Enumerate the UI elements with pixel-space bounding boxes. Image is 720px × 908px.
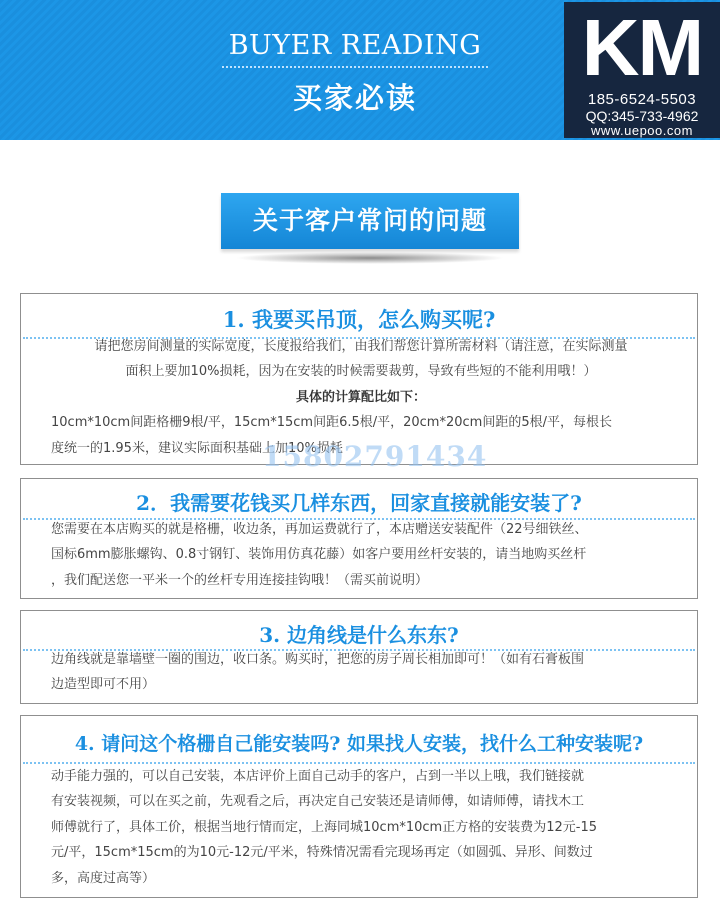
faq-question: 3. 边角线是什么东东? (259, 623, 459, 647)
faq-card-2 (20, 478, 698, 599)
faq-answer-line: 元/平，15cm*15cm的为10元-12元/平米，特殊情况需看完现场再定（如圆弧、异形、间数过 (51, 845, 593, 860)
faq-answer-line: 动手能力强的，可以自己安装，本店评价上面自己动手的客户，占到一半以上哦，我们链接就 (51, 769, 585, 784)
logo-website: www.uepoo.com (591, 123, 693, 138)
faq-calc-line: 度统一的1.95米，建议实际面积基础上加10%损耗 (51, 441, 343, 456)
faq-answer-line: 面积上要加10%损耗，因为在安装的时候需要裁剪，导致有些短的不能利用哦！） (125, 364, 597, 379)
faq-answer-line: 边造型即可不用） (51, 677, 156, 692)
section-title: 关于客户常问的问题 (252, 206, 487, 235)
banner-shadow (235, 252, 505, 264)
faq-question: 2．我需要花钱买几样东西，回家直接就能安装了? (136, 491, 582, 515)
faq-answer-line: 有安装视频，可以在买之前，先观看之后，再决定自己安装还是请师傅，如请师傅，请找木工 (51, 794, 585, 809)
phone-watermark: 15802791434 (262, 440, 488, 473)
logo-brand: KM (581, 3, 703, 92)
faq-answer-line: ，我们配送您一平米一个的丝杆专用连接挂钩哦！（需买前说明） (51, 573, 429, 588)
faq-calc-heading: 具体的计算配比如下： (295, 390, 426, 405)
faq-question: 4. 请问这个格栅自己能安装吗? 如果找人安装，找什么工种安装呢? (74, 733, 644, 755)
logo-phone: 185-6524-5503 (587, 91, 697, 108)
faq-answer-line: 您需要在本店购买的就是格栅，收边条，再加运费就行了，本店赠送安装配件（22号细铁丝、 (51, 522, 588, 537)
faq-question: 1. 我要买吊顶，怎么购买呢? (222, 307, 496, 332)
faq-answer-line: 边角线就是靠墙壁一圈的围边，收口条。购买时，把您的房子周长相加即可！（如有石膏板围 (51, 652, 585, 667)
title-dotted-divider (222, 66, 488, 68)
faq-answer-line: 国标6mm膨胀螺钩、0.8寸钢钉、装饰用仿真花藤）如客户要用丝杆安装的，请当地购买丝杆 (51, 547, 587, 562)
faq-calc-line: 10cm*10cm间距格栅9根/平，15cm*15cm间距6.5根/平，20cm*20cm间距的5根/平，每根长 (51, 415, 612, 430)
km-logo (564, 2, 720, 138)
faq-answer-line: 请把您房间测量的实际宽度，长度报给我们，由我们帮您计算所需材料（请注意，在实际测量 (94, 339, 628, 354)
faq-card-4 (20, 715, 698, 898)
buyer-reading-title: BUYER READING (228, 30, 482, 61)
faq-answer-line: 多，高度过高等） (51, 871, 156, 886)
buyer-reading-subtitle: 买家必读 (292, 81, 417, 115)
faq-card-3 (20, 610, 698, 704)
faq-answer-line: 师傅就行了，具体工价，根据当地行情而定，上海同城10cm*10cm正方格的安装费为12元-15 (51, 820, 597, 835)
logo-qq: QQ:345-733-4962 (585, 108, 699, 124)
section-title-banner (221, 193, 519, 249)
header-banner (0, 0, 720, 140)
